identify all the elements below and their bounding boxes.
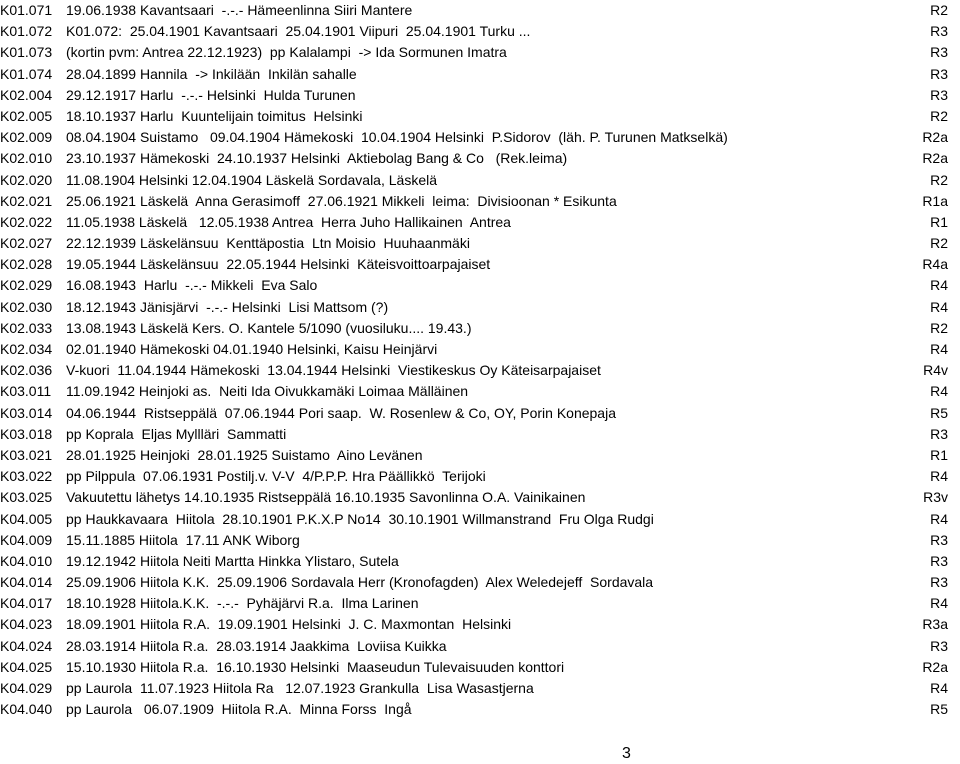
catalogue-row (0, 233, 960, 254)
row-grade: R3 (930, 44, 948, 61)
row-description: 13.08.1943 Läskelä Kers. O. Kantele 5/1090 (vuosiluku.... 19.43.) (66, 319, 472, 336)
row-id: K01.071 (0, 2, 53, 18)
row-id: K02.005 (0, 107, 53, 124)
catalogue-row (0, 254, 960, 275)
catalogue-row (0, 678, 960, 699)
row-description: 18.10.1928 Hiitola.K.K. -.-.- Pyhäjärvi R.a. Ilma Larinen (66, 595, 419, 612)
row-grade: R5 (930, 404, 948, 421)
row-description: 28.03.1914 Hiitola R.a. 28.03.1914 Jaakkima Loviisa Kuikka (66, 637, 447, 654)
row-id: K02.028 (0, 256, 53, 273)
catalogue-row (0, 106, 960, 127)
row-id: K02.010 (0, 150, 53, 167)
row-id: K02.036 (0, 362, 53, 379)
row-id: K02.020 (0, 171, 53, 188)
row-id: K03.018 (0, 425, 53, 442)
catalogue-row (0, 424, 960, 445)
row-grade: R3 (930, 65, 948, 82)
catalogue-row (0, 318, 960, 339)
catalogue-row (0, 212, 960, 233)
catalogue-row (0, 530, 960, 551)
catalogue-row (0, 699, 960, 720)
row-id: K04.029 (0, 680, 53, 696)
row-description: 11.08.1904 Helsinki 12.04.1904 Läskelä Sordavala, Läskelä (66, 171, 437, 188)
row-grade: R1a (922, 192, 948, 209)
row-grade: R1 (930, 446, 948, 463)
row-description: pp Koprala Eljas Myllläri Sammatti (66, 425, 287, 442)
row-description: V-kuori 11.04.1944 Hämekoski 13.04.1944 Helsinki Viestikeskus Oy Käteisarpajaiset (66, 362, 601, 379)
row-grade: R2 (930, 235, 948, 252)
row-grade: R4 (930, 277, 948, 294)
row-id: K02.009 (0, 129, 53, 146)
catalogue-row (0, 360, 960, 381)
row-description: 19.05.1944 Läskelänsuu 22.05.1944 Helsinki Käteisvoittoarpajaiset (66, 256, 491, 273)
row-id: K02.027 (0, 235, 53, 252)
row-id: K04.005 (0, 510, 53, 527)
row-grade: R3 (930, 86, 948, 103)
row-grade: R4v (923, 362, 948, 379)
catalogue-row (0, 445, 960, 466)
row-grade: R2 (930, 171, 948, 188)
row-grade: R3 (930, 425, 948, 442)
row-grade: R4 (930, 468, 948, 485)
row-grade: R4 (930, 298, 948, 315)
row-grade: R4 (930, 510, 948, 527)
row-description: 11.09.1942 Heinjoki as. Neiti Ida Oivukkamäki Loimaa Mälläinen (66, 383, 469, 400)
catalogue-row (0, 572, 960, 593)
catalogue-row (0, 614, 960, 635)
row-id: K02.004 (0, 86, 53, 103)
row-grade: R2a (922, 658, 948, 675)
row-description: 18.12.1943 Jänisjärvi -.-.- Helsinki Lisi Mattsom (?) (66, 298, 389, 315)
row-description: 15.10.1930 Hiitola R.a. 16.10.1930 Helsinki Maaseudun Tulevaisuuden konttori (66, 658, 565, 675)
row-grade: R4a (922, 256, 948, 273)
row-description: 25.09.1906 Hiitola K.K. 25.09.1906 Sordavala Herr (Kronofagden) Alex Weledejeff Sordavala (66, 574, 654, 591)
catalogue-row (0, 170, 960, 191)
row-id: K02.022 (0, 213, 53, 230)
row-grade: R2a (922, 150, 948, 167)
row-grade: R2 (930, 319, 948, 336)
row-grade: R4 (930, 341, 948, 357)
row-description: 15.11.1885 Hiitola 17.11 ANK Wiborg (66, 531, 300, 548)
row-id: K02.030 (0, 298, 53, 315)
row-id: K04.023 (0, 616, 53, 633)
row-grade: R2 (930, 2, 948, 18)
row-id: K03.025 (0, 489, 53, 506)
row-id: K03.021 (0, 446, 53, 463)
row-description: 25.06.1921 Läskelä Anna Gerasimoff 27.06.1921 Mikkeli leima: Divisioonan * Esikunta (66, 192, 617, 209)
catalogue-row (0, 403, 960, 424)
row-description: pp Laurola 06.07.1909 Hiitola R.A. Minna Forss Ingå (66, 701, 412, 718)
row-description: K01.072: 25.04.1901 Kavantsaari 25.04.1901 Viipuri 25.04.1901 Turku ... (66, 23, 531, 40)
row-id: K02.034 (0, 341, 53, 357)
row-grade: R5 (930, 701, 948, 718)
row-description: 08.04.1904 Suistamo 09.04.1904 Hämekoski 10.04.1904 Helsinki P.Sidorov (läh. P. Turunen Matkselkä) (66, 129, 728, 146)
row-grade: R3 (930, 637, 948, 654)
row-description: 28.04.1899 Hannila -> Inkilään Inkilän sahalle (66, 65, 357, 82)
row-grade: R3 (930, 531, 948, 548)
page-number: 3 (622, 745, 631, 762)
catalogue-row (0, 593, 960, 614)
row-description: 04.06.1944 Ristseppälä 07.06.1944 Pori saap. W. Rosenlew & Co, OY, Porin Konepaja (66, 404, 616, 421)
row-id: K03.022 (0, 468, 53, 485)
row-id: K02.029 (0, 277, 53, 294)
row-id: K01.073 (0, 44, 53, 61)
row-description: (kortin pvm: Antrea 22.12.1923) pp Kalalampi -> Ida Sormunen Imatra (66, 44, 507, 61)
row-id: K03.011 (0, 383, 52, 400)
row-grade: R2a (922, 129, 948, 146)
row-description: 11.05.1938 Läskelä 12.05.1938 Antrea Herra Juho Hallikainen Antrea (66, 213, 511, 230)
row-id: K01.074 (0, 65, 53, 82)
row-id: K02.021 (0, 192, 53, 209)
row-id: K04.009 (0, 531, 53, 548)
row-description: 23.10.1937 Hämekoski 24.10.1937 Helsinki Aktiebolag Bang & Co (Rek.leima) (66, 150, 568, 167)
row-grade: R3a (922, 616, 948, 633)
catalogue-row (0, 42, 960, 63)
row-id: K01.072 (0, 23, 53, 40)
row-grade: R4 (930, 383, 948, 400)
catalogue-row (0, 191, 960, 212)
row-description: pp Pilppula 07.06.1931 Postilj.v. V-V 4/P.P.P. Hra Päällikkö Terijoki (66, 468, 486, 485)
catalogue-row (0, 339, 960, 360)
row-grade: R3v (923, 489, 948, 506)
row-description: 28.01.1925 Heinjoki 28.01.1925 Suistamo Aino Levänen (66, 446, 423, 463)
catalogue-row (0, 297, 960, 318)
catalogue-row (0, 381, 960, 402)
row-id: K04.010 (0, 552, 53, 569)
row-description: 19.12.1942 Hiitola Neiti Martta Hinkka Ylistaro, Sutela (66, 552, 399, 569)
row-grade: R3 (930, 574, 948, 591)
catalogue-row (0, 64, 960, 85)
catalogue-row (0, 509, 960, 530)
row-id: K04.040 (0, 701, 53, 718)
row-id: K03.014 (0, 404, 53, 421)
row-id: K04.017 (0, 595, 53, 612)
row-id: K02.033 (0, 319, 53, 336)
catalogue-row (0, 21, 960, 42)
row-grade: R3 (930, 23, 948, 40)
row-description: 22.12.1939 Läskelänsuu Kenttäpostia Ltn Moisio Huuhaanmäki (66, 235, 470, 252)
catalogue-row (0, 275, 960, 296)
row-description: 02.01.1940 Hämekoski 04.01.1940 Helsinki, Kaisu Heinjärvi (66, 341, 438, 357)
row-id: K04.025 (0, 658, 53, 675)
catalogue-row (0, 636, 960, 657)
row-grade: R1 (930, 213, 948, 230)
catalogue-row (0, 551, 960, 572)
row-description: 16.08.1943 Harlu -.-.- Mikkeli Eva Salo (66, 277, 318, 294)
row-description: pp Laurola 11.07.1923 Hiitola Ra 12.07.1923 Grankulla Lisa Wasastjerna (66, 680, 534, 696)
row-grade: R3 (930, 552, 948, 569)
row-grade: R4 (930, 680, 948, 696)
row-description: Vakuutettu lähetys 14.10.1935 Ristseppälä 16.10.1935 Savonlinna O.A. Vainikainen (66, 489, 586, 506)
catalogue-row (0, 487, 960, 508)
catalogue-row (0, 466, 960, 487)
catalogue-row (0, 148, 960, 169)
row-description: 19.06.1938 Kavantsaari -.-.- Hämeenlinna Siiri Mantere (66, 2, 413, 18)
catalogue-row (0, 85, 960, 106)
catalogue-row (0, 127, 960, 148)
row-grade: R2 (930, 107, 948, 124)
row-description: pp Haukkavaara Hiitola 28.10.1901 P.K.X.P No14 30.10.1901 Willmanstrand Fru Olga Rudgi (66, 510, 654, 527)
row-id: K04.014 (0, 574, 53, 591)
row-description: 29.12.1917 Harlu -.-.- Helsinki Hulda Turunen (66, 86, 356, 103)
row-description: 18.09.1901 Hiitola R.A. 19.09.1901 Helsinki J. C. Maxmontan Helsinki (66, 616, 512, 633)
row-grade: R4 (930, 595, 948, 612)
row-description: 18.10.1937 Harlu Kuuntelijain toimitus Helsinki (66, 107, 363, 124)
catalogue-row (0, 657, 960, 678)
row-id: K04.024 (0, 637, 53, 654)
catalogue-row (0, 0, 960, 21)
